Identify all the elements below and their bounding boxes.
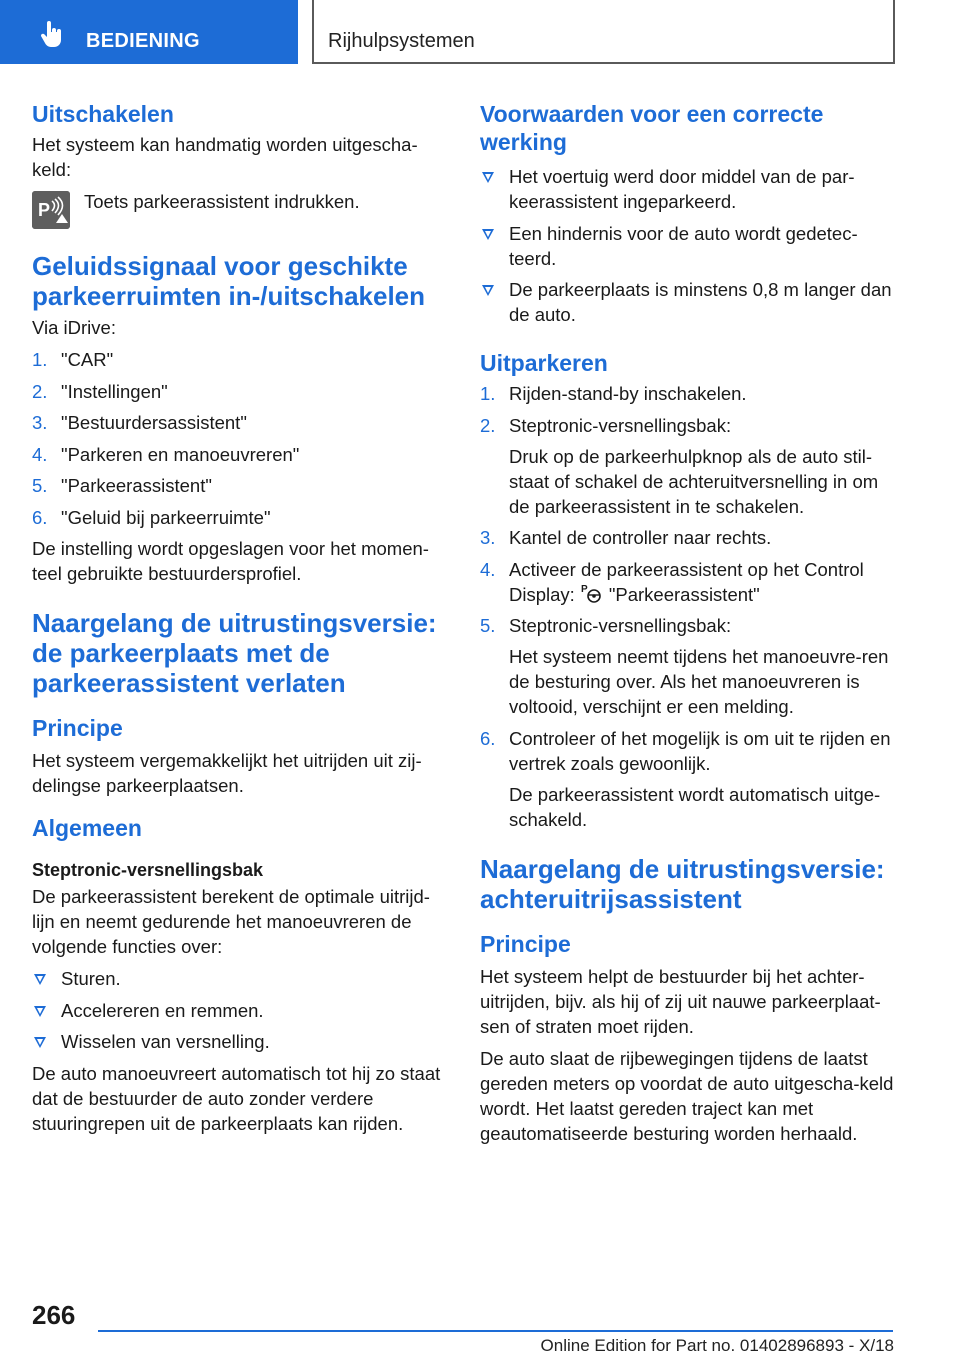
chapter-tab-label: BEDIENING xyxy=(86,30,200,52)
list-item: Een hindernis voor de auto wordt gedetec-teerd. xyxy=(480,221,900,271)
uitschakelen-intro: Het systeem kan handmatig worden uitgescha-keld: xyxy=(32,134,418,180)
list-item: 1. Rijden-stand-by inschakelen. xyxy=(480,383,747,404)
list-item: 2. "Instellingen" xyxy=(32,380,168,402)
hand-pointer-icon xyxy=(38,20,66,48)
heading-parkeerplaats-verlaten: Naargelang de uitrustingsversie: de parkeerplaats met de parkeerassistent verlaten xyxy=(32,608,437,698)
section-tab[interactable] xyxy=(312,0,895,64)
heading-uitschakelen: Uitschakelen xyxy=(32,101,174,127)
list-item: Accelereren en remmen. xyxy=(32,998,452,1023)
list-item: 2. Steptronic-versnellingsbak: Druk op de parkeerhulpknop als de auto stil-staat of schakel de achteruitversnelling in om de parkeerassistent in te schakelen. xyxy=(480,414,879,517)
list-item: 6. Controleer of het mogelijk is om uit te rijden en vertrek zoals gewoonlijk. De parkeerassistent wordt automatisch uitge-schakeld. xyxy=(480,727,891,830)
list-item: Sturen. xyxy=(32,966,452,991)
principe-text: Het systeem vergemakkelijkt het uitrijden uit zij-delingse parkeerplaatsen. xyxy=(32,750,422,796)
heading-achteruitrijsassistent: Naargelang de uitrustingsversie: achteruitrijsassistent xyxy=(480,853,885,914)
page-header xyxy=(0,0,960,66)
bullet-triangle-icon xyxy=(34,1006,46,1017)
heading-principe: Principe xyxy=(32,715,123,741)
bullet-triangle-icon xyxy=(482,172,494,183)
conditions-list xyxy=(480,164,900,327)
heading-algemeen: Algemeen xyxy=(32,815,142,841)
list-item: 6. "Geluid bij parkeerruimte" xyxy=(32,506,271,528)
page-number: 266 xyxy=(32,1300,76,1330)
bullet-triangle-icon xyxy=(34,974,46,985)
via-idrive: Via iDrive: xyxy=(32,317,116,338)
achteruit-text-2: De auto slaat de rijbewegingen tijdens de laatst gereden meters op voordat de auto uitgescha-keld wordt. Het laatst gereden traject kan met geautomatiseerde besturing worden herhaald. xyxy=(480,1047,894,1144)
list-item: De parkeerplaats is minstens 0,8 m langer dan de auto. xyxy=(480,277,900,327)
park-assist-instruction xyxy=(32,189,452,229)
park-assist-display-icon xyxy=(581,582,603,604)
park-assist-step: Toets parkeerassistent indrukken. xyxy=(84,191,360,212)
footer-divider xyxy=(98,1330,893,1332)
heading-principe-2: Principe xyxy=(480,930,571,957)
list-item: 5. "Parkeerassistent" xyxy=(32,475,212,496)
chapter-tab[interactable] xyxy=(0,0,298,64)
list-item: 5. Steptronic-versnellingsbak: Het systeem neemt tijdens het manoeuvre-ren de besturing over. Als het manoeuvreren is voltooid, verschijnt er een melding. xyxy=(480,615,889,717)
left-column xyxy=(32,100,452,1143)
list-item: 4. Activeer de parkeerassistent op het Control Display: P "Parkeerassistent" xyxy=(480,558,864,605)
list-item: Het voertuig werd door middel van de par-keerassistent ingeparkeerd. xyxy=(480,164,900,214)
bullet-triangle-icon xyxy=(482,285,494,296)
heading-geluidssignaal: Geluidssignaal voor geschikte parkeerruimten in-/uitschakelen xyxy=(32,251,426,311)
list-item: 3. "Bestuurdersassistent" xyxy=(32,412,247,433)
svg-text:P: P xyxy=(38,200,51,220)
list-item: Wisselen van versnelling. xyxy=(32,1029,452,1054)
uitparkeren-steps xyxy=(480,381,900,832)
heading-uitparkeren: Uitparkeren xyxy=(480,350,608,376)
achteruit-text-1: Het systeem helpt de bestuurder bij het achter-uitrijden, bijv. als hij of zij uit nauwe parkeerplaat-sen of straten moet rijden. xyxy=(480,965,881,1037)
bullet-triangle-icon xyxy=(34,1037,46,1048)
section-tab-label: Rijhulpsystemen xyxy=(328,30,475,52)
manoeuvre-outro: De auto manoeuvreert automatisch tot hij zo staat dat de bestuurder de auto zonder verdere stuuringrepen uit de parkeerplaats kan rijden. xyxy=(32,1062,441,1134)
list-item: 1. "CAR" xyxy=(32,349,114,370)
right-column xyxy=(480,100,900,1153)
heading-voorwaarden: Voorwaarden voor een correcte werking xyxy=(480,101,824,155)
bullet-triangle-icon xyxy=(482,229,494,240)
park-assist-button-icon xyxy=(32,191,70,229)
steptronic-text: De parkeerassistent berekent de optimale uitrijd-lijn en neemt gedurende het manoeuvreren de volgende functies over: xyxy=(32,886,430,957)
list-item: 3. Kantel de controller naar rechts. xyxy=(480,527,772,548)
svg-text:P: P xyxy=(580,583,588,595)
idrive-steps-list xyxy=(32,347,452,530)
functions-list xyxy=(32,966,452,1054)
list-item: 4. "Parkeren en manoeuvreren" xyxy=(32,443,300,465)
heading-steptronic: Steptronic-versnellingsbak xyxy=(32,860,264,880)
setting-saved-note: De instelling wordt opgeslagen voor het momen-teel gebruikte bestuurdersprofiel. xyxy=(32,538,429,584)
edition-text: Online Edition for Part no. 01402896893 - X/18 xyxy=(540,1336,894,1355)
